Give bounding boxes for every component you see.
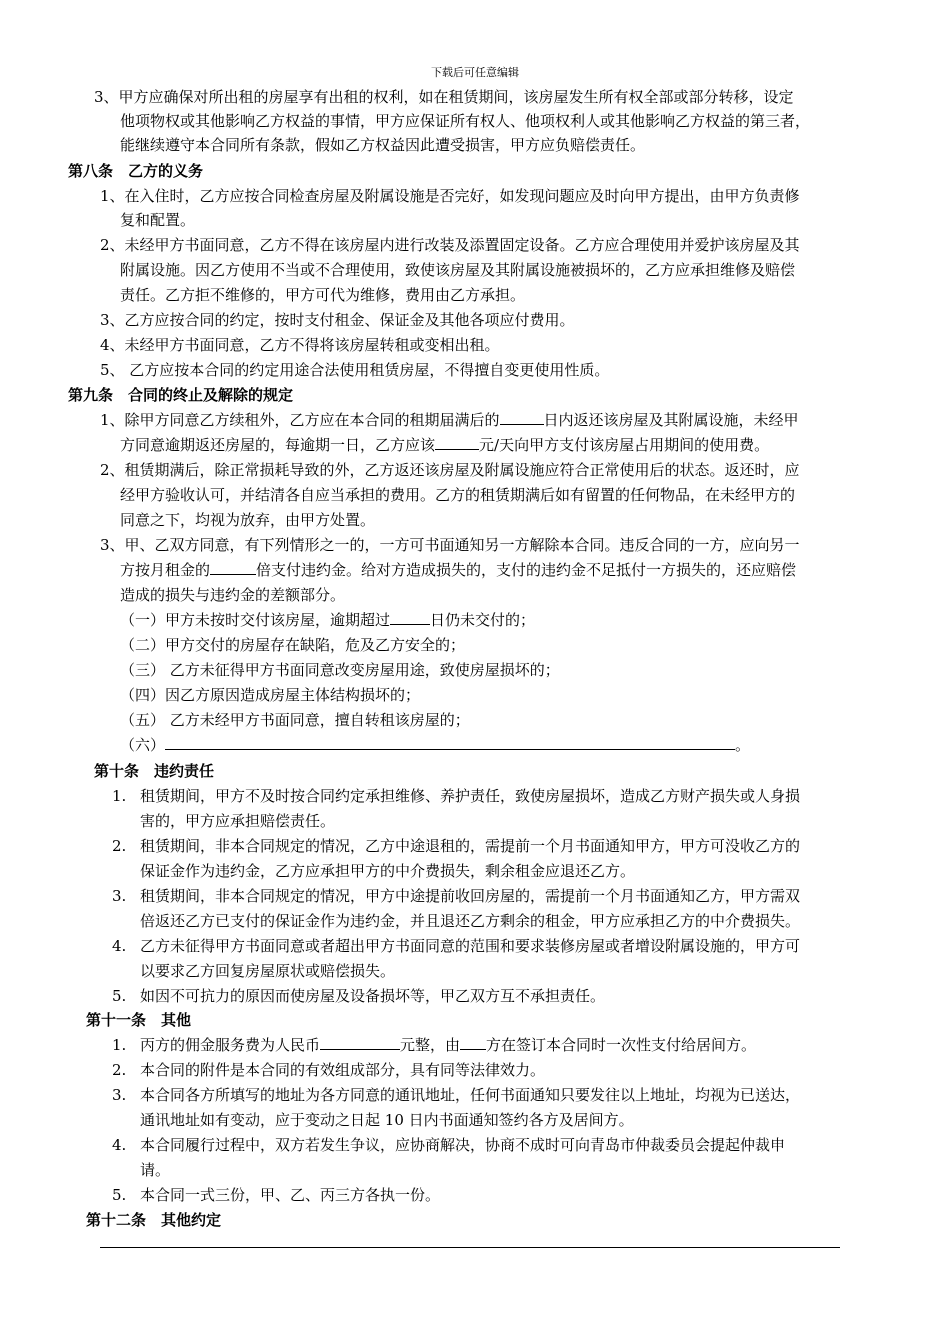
sec10-item3-text: 租赁期间，非本合同规定的情况，甲方中途提前收回房屋的，需提前一个月书面通知乙方，甲方需双 bbox=[140, 887, 801, 905]
sec11-item4-line1 bbox=[112, 1134, 785, 1156]
sec9-case6 bbox=[120, 734, 750, 756]
sec11-item1-text-c: 方在签订本合同时一次性支付给居间方。 bbox=[486, 1036, 757, 1054]
sec9-case5: （五） 乙方未经甲方书面同意，擅自转租该房屋的； bbox=[120, 711, 470, 729]
article-8-title: 第八条 乙方的义务 bbox=[68, 162, 204, 180]
sec11-item1 bbox=[112, 1034, 756, 1056]
sec9-item3-line2 bbox=[120, 559, 796, 581]
sec10-item4-line2: 以要求乙方回复房屋原状或赔偿损失。 bbox=[140, 962, 396, 980]
list-number: 2. bbox=[112, 1061, 127, 1079]
blank-commission-amount[interactable] bbox=[320, 1034, 400, 1050]
list-number: 3. bbox=[112, 887, 127, 905]
sec9-case3: （三） 乙方未征得甲方书面同意改变房屋用途，致使房屋损坏的； bbox=[120, 661, 560, 679]
sec10-item1-line1 bbox=[112, 785, 800, 807]
list-number: 5. bbox=[112, 987, 127, 1005]
sec11-item3-line2: 通讯地址如有变动，应于变动之日起 10 日内书面通知签约各方及居间方。 bbox=[140, 1111, 634, 1129]
sec9-item1-text-c: 方同意逾期返还房屋的，每逾期一日，乙方应该 bbox=[120, 436, 436, 454]
sec8-item2-line3: 责任。乙方拒不维修的，甲方可代为维修，费用由乙方承担。 bbox=[120, 286, 526, 304]
blank-overdue-days[interactable] bbox=[390, 609, 430, 625]
sec9-case4: （四）因乙方原因造成房屋主体结构损坏的； bbox=[120, 686, 421, 704]
list-number: 4. bbox=[112, 937, 127, 955]
sec10-item1-text: 租赁期间，甲方不及时按合同约定承担维修、养护责任，致使房屋损坏，造成乙方财产损失或人身损 bbox=[140, 787, 801, 805]
sec9-item1-line2 bbox=[120, 434, 769, 456]
sec8-item1-line1: 1、在入住时，乙方应按合同检查房屋及附属设施是否完好，如发现问题应及时向甲方提出，由甲方负责修 bbox=[100, 187, 800, 205]
sec9-item3-line1: 3、甲、乙双方同意，有下列情形之一的，一方可书面通知另一方解除本合同。违反合同的一方，应向另一 bbox=[100, 536, 800, 554]
sec11-item2-text: 本合同的附件是本合同的有效组成部分，具有同等法律效力。 bbox=[140, 1061, 546, 1079]
sec11-item5 bbox=[112, 1184, 440, 1206]
sec10-item2-text: 租赁期间，非本合同规定的情况，乙方中途退租的，需提前一个月书面通知甲方，甲方可没收乙方的 bbox=[140, 837, 801, 855]
sec8-item2-line1: 2、未经甲方书面同意，乙方不得在该房屋内进行改装及添置固定设备。乙方应合理使用并爱护该房屋及其 bbox=[100, 236, 800, 254]
sec7-item3-line2: 他项物权或其他影响乙方权益的事情，甲方应保证所有权人、他项权利人或其他影响乙方权益的第三者， bbox=[120, 112, 811, 130]
sec9-item1-text-b: 日内返还该房屋及其附属设施，未经甲 bbox=[543, 411, 799, 429]
sec8-item5: 5、 乙方应按本合同的约定用途合法使用租赁房屋，不得擅自变更使用性质。 bbox=[100, 361, 610, 379]
sec10-item4-text: 乙方未征得甲方书面同意或者超出甲方书面同意的范围和要求装修房屋或者增设附属设施的，甲方可 bbox=[140, 937, 801, 955]
sec8-item3: 3、乙方应按合同的约定，按时支付租金、保证金及其他各项应付费用。 bbox=[100, 311, 575, 329]
sec9-item2-line1: 2、租赁期满后，除正常损耗导致的外，乙方返还该房屋及附属设施应符合正常使用后的状态。返还时，应 bbox=[100, 461, 800, 479]
sec8-item1-line2: 复和配置。 bbox=[120, 211, 196, 229]
sec9-case6-text-b: 。 bbox=[735, 736, 751, 754]
sec11-item3-line1 bbox=[112, 1084, 800, 1106]
blank-return-days[interactable] bbox=[500, 409, 544, 425]
article-10-title: 第十条 违约责任 bbox=[94, 762, 215, 780]
sec10-item5-text: 如因不可抗力的原因而使房屋及设备损坏等，甲乙双方互不承担责任。 bbox=[140, 987, 606, 1005]
sec8-item2-line2: 附属设施。因乙方使用不当或不合理使用，致使该房屋及其附属设施被损坏的，乙方应承担维修及赔偿 bbox=[120, 261, 796, 279]
sec11-item1-text-b: 元整，由 bbox=[400, 1036, 461, 1054]
article-12-title: 第十二条 其他约定 bbox=[86, 1211, 222, 1229]
sec9-case1-text-b: 日仍未交付的； bbox=[430, 611, 536, 629]
sec9-case1 bbox=[120, 609, 535, 631]
sec11-item4-text: 本合同履行过程中，双方若发生争议，应协商解决，协商不成时可向青岛市仲裁委员会提起仲裁申 bbox=[140, 1136, 786, 1154]
sec10-item2-line2: 保证金作为违约金，乙方应承担甲方的中介费损失，剩余租金应退还乙方。 bbox=[140, 862, 636, 880]
blank-penalty-multiple[interactable] bbox=[210, 559, 256, 575]
sec11-item3-text: 本合同各方所填写的地址为各方同意的通讯地址，任何书面通知只要发往以上地址，均视为已送达， bbox=[140, 1086, 801, 1104]
sec11-item4-line2: 请。 bbox=[140, 1161, 171, 1179]
sec11-item5-text: 本合同一式三份，甲、乙、丙三方各执一份。 bbox=[140, 1186, 441, 1204]
sec9-item3-text-b: 倍支付违约金。给对方造成损失的，支付的违约金不足抵付一方损失的，还应赔偿 bbox=[256, 561, 797, 579]
list-number: 5. bbox=[112, 1186, 127, 1204]
sec7-item3-line3: 能继续遵守本合同所有条款，假如乙方权益因此遭受损害，甲方应负赔偿责任。 bbox=[120, 136, 646, 154]
blank-other-case[interactable] bbox=[165, 734, 735, 750]
sec8-item4: 4、未经甲方书面同意，乙方不得将该房屋转租或变相出租。 bbox=[100, 336, 500, 354]
sec11-item2 bbox=[112, 1059, 545, 1081]
sec9-item1-text-d: 元/天向甲方支付该房屋占用期间的使用费。 bbox=[479, 436, 770, 454]
article-9-title: 第九条 合同的终止及解除的规定 bbox=[68, 386, 294, 404]
sec9-item1-line1 bbox=[100, 409, 799, 431]
list-number: 2. bbox=[112, 837, 127, 855]
sec9-item2-line3: 同意之下，均视为放弃，由甲方处置。 bbox=[120, 511, 376, 529]
page-header: 下载后可任意编辑 bbox=[431, 66, 519, 79]
sec10-item3-line2: 倍返还乙方已支付的保证金作为违约金，并且退还乙方剩余的租金，甲方应承担乙方的中介费损失。 bbox=[140, 912, 801, 930]
sec11-item1-text-a: 丙方的佣金服务费为人民币 bbox=[140, 1036, 321, 1054]
sec7-item3-line1: 3、甲方应确保对所出租的房屋享有出租的权利，如在租赁期间，该房屋发生所有权全部或部分转移，设定 bbox=[94, 88, 794, 106]
sec10-item3-line1 bbox=[112, 885, 800, 907]
sec10-item2-line1 bbox=[112, 835, 800, 857]
list-number: 1. bbox=[112, 1036, 127, 1054]
sec9-item1-text-a: 1、除甲方同意乙方续租外，乙方应在本合同的租期届满后的 bbox=[100, 411, 500, 429]
list-number: 3. bbox=[112, 1086, 127, 1104]
sec9-case6-text-a: （六） bbox=[120, 736, 166, 754]
sec9-case2: （二）甲方交付的房屋存在缺陷，危及乙方安全的； bbox=[120, 636, 466, 654]
sec9-item3-line3: 造成的损失与违约金的差额部分。 bbox=[120, 586, 346, 604]
sec9-item2-line2: 经甲方验收认可，并结清各自应当承担的费用。乙方的租赁期满后如有留置的任何物品，在未经甲方的 bbox=[120, 486, 796, 504]
blank-paying-party[interactable] bbox=[460, 1034, 486, 1050]
blank-other-terms-line[interactable] bbox=[100, 1247, 840, 1248]
blank-daily-fee[interactable] bbox=[435, 434, 479, 450]
sec9-case1-text-a: （一）甲方未按时交付该房屋，逾期超过 bbox=[120, 611, 391, 629]
list-number: 1. bbox=[112, 787, 127, 805]
sec10-item5-line1 bbox=[112, 985, 605, 1007]
sec10-item1-line2: 害的，甲方应承担赔偿责任。 bbox=[140, 812, 336, 830]
list-number: 4. bbox=[112, 1136, 127, 1154]
sec9-item3-text-a: 方按月租金的 bbox=[120, 561, 211, 579]
article-11-title: 第十一条 其他 bbox=[86, 1011, 192, 1029]
sec10-item4-line1 bbox=[112, 935, 800, 957]
